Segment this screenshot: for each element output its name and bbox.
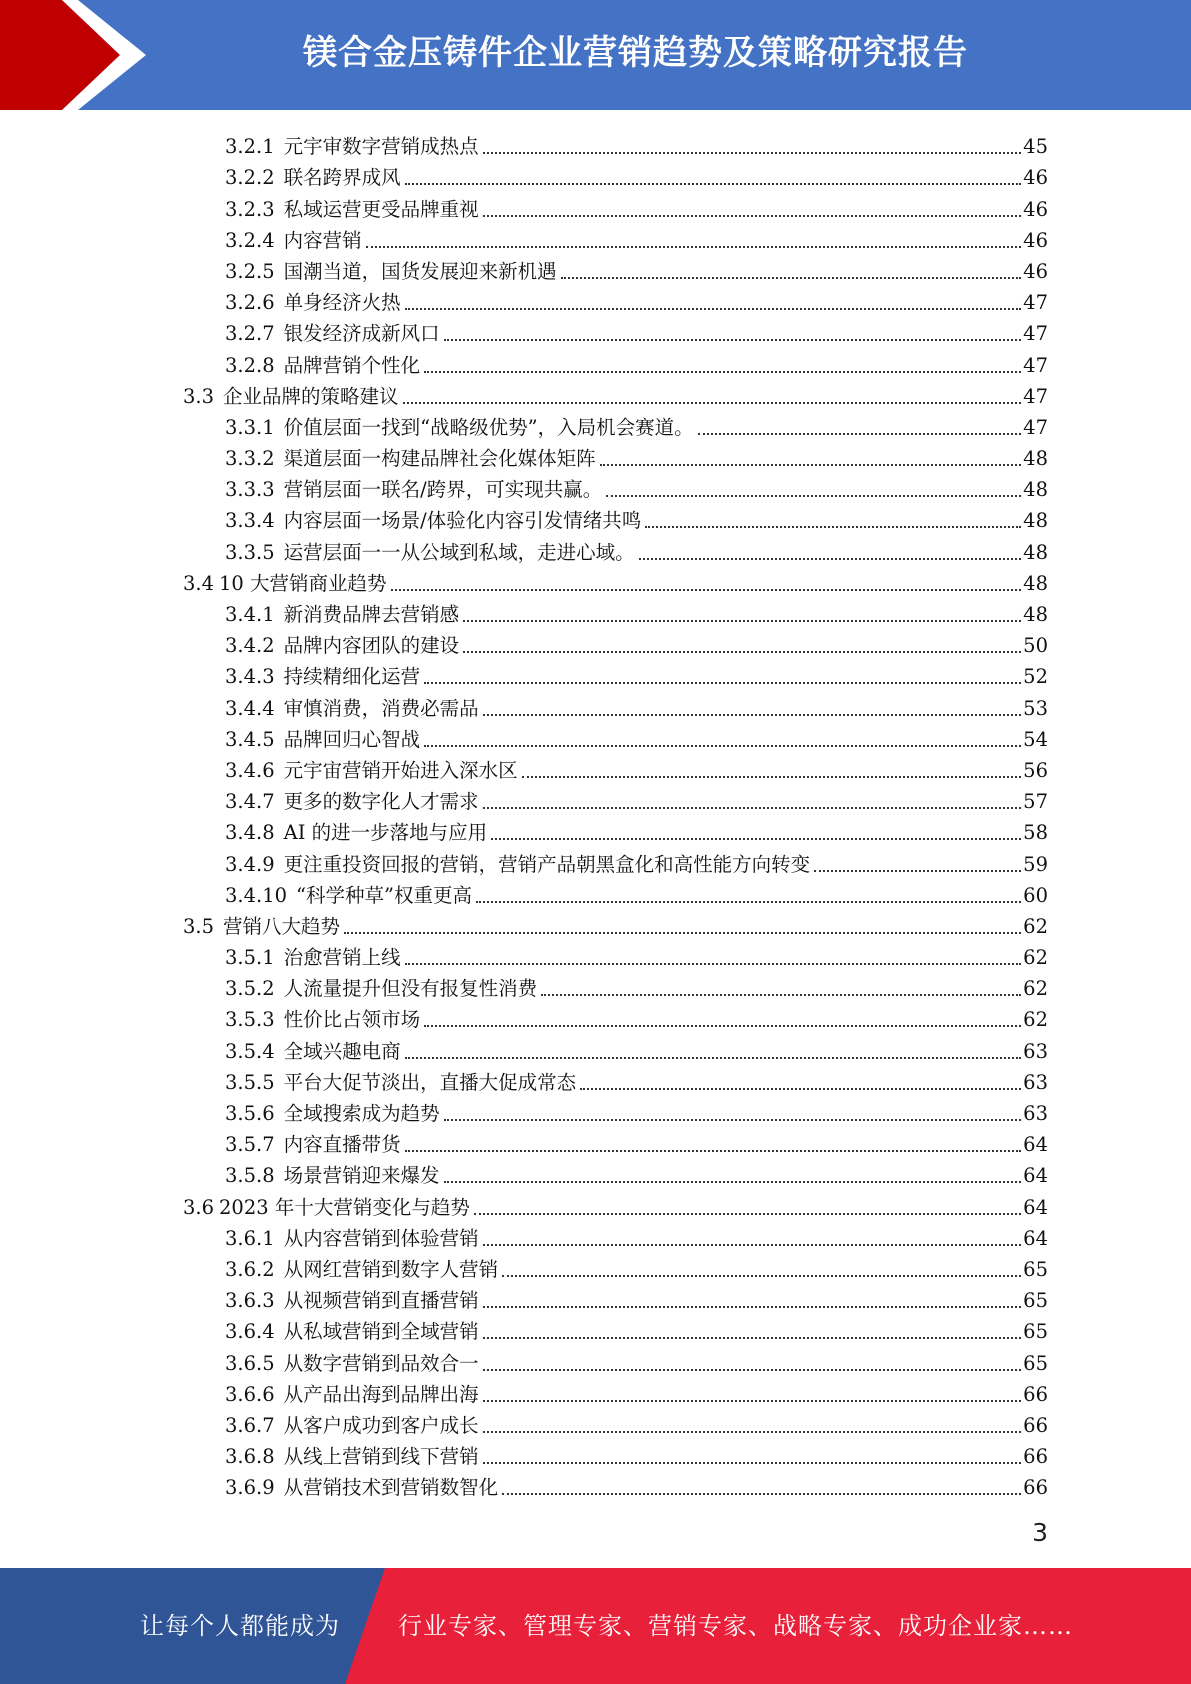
toc-entry-number: 3.6.7	[225, 1413, 275, 1437]
toc-entry-title: 更多的数字化人才需求	[283, 790, 479, 814]
toc-entry-number: 3.2.1	[225, 135, 275, 159]
toc-dot-leader	[444, 1180, 1022, 1183]
toc-subsection-entry[interactable]	[183, 1282, 1048, 1313]
toc-entry-number: 3.6.3	[225, 1289, 275, 1313]
toc-dot-leader	[483, 1243, 1022, 1246]
toc-entry-title: 内容层面一场景/体验化内容引发情绪共鸣	[283, 509, 642, 533]
toc-entry-title: 企业品牌的策略建议	[223, 384, 399, 408]
toc-subsection-entry[interactable]	[183, 440, 1048, 471]
toc-subsection-entry[interactable]	[183, 1001, 1048, 1032]
toc-dot-leader	[483, 1336, 1022, 1339]
toc-dot-leader	[483, 1430, 1022, 1433]
toc-entry-number: 3.4.3	[225, 665, 275, 689]
toc-entry-number: 3.4.10	[225, 883, 288, 907]
toc-entry-title: 单身经济火热	[283, 291, 401, 315]
toc-subsection-entry[interactable]	[183, 222, 1048, 253]
toc-entry-title: 品牌内容团队的建设	[283, 634, 460, 658]
toc-subsection-entry[interactable]	[183, 970, 1048, 1001]
toc-subsection-entry[interactable]	[183, 253, 1048, 284]
toc-entry-number: 3.5.4	[225, 1039, 275, 1063]
toc-entry-title: 营销层面一联名/跨界，可实现共赢。	[283, 478, 603, 502]
toc-subsection-entry[interactable]	[183, 346, 1048, 377]
toc-entry-title: 品牌回归心智战	[283, 727, 421, 751]
toc-entry-page: 64	[1023, 1133, 1048, 1157]
toc-entry-page: 66	[1023, 1476, 1048, 1500]
toc-entry-page: 57	[1023, 790, 1048, 814]
toc-entry-page: 48	[1023, 478, 1048, 502]
toc-dot-leader	[424, 1024, 1021, 1027]
toc-subsection-entry[interactable]	[183, 1469, 1048, 1500]
toc-dot-leader	[405, 1149, 1022, 1152]
toc-entry-number: 3.3.2	[225, 447, 275, 471]
toc-dot-leader	[424, 744, 1021, 747]
toc-subsection-entry[interactable]	[183, 502, 1048, 533]
toc-entry-page: 59	[1023, 852, 1048, 876]
toc-dot-leader	[483, 806, 1022, 809]
toc-entry-page: 46	[1023, 197, 1048, 221]
toc-entry-page: 46	[1023, 259, 1048, 283]
toc-entry-number: 3.5.8	[225, 1164, 275, 1188]
toc-entry-page: 65	[1023, 1257, 1048, 1281]
toc-entry-page: 52	[1023, 665, 1048, 689]
toc-entry-number: 3.3.5	[225, 540, 275, 564]
toc-entry-page: 64	[1023, 1226, 1048, 1250]
toc-entry-title: 全域搜索成为趋势	[283, 1102, 440, 1125]
toc-entry-number: 3.6.2	[225, 1257, 275, 1281]
toc-entry-number: 3.4.1	[225, 603, 275, 626]
toc-entry-page: 48	[1023, 447, 1048, 471]
toc-entry-number: 3.5.2	[225, 977, 275, 1001]
toc-entry-number: 3.5.7	[225, 1133, 275, 1157]
toc-dot-leader	[491, 837, 1021, 840]
toc-dot-leader	[483, 713, 1022, 716]
toc-entry-number: 3.6	[183, 1195, 215, 1219]
toc-entry-number: 3.6.4	[225, 1320, 275, 1344]
toc-entry-title: AI 的进一步落地与应用	[283, 821, 488, 845]
toc-dot-leader	[463, 650, 1021, 653]
toc-dot-leader	[483, 1461, 1022, 1464]
toc-dot-leader	[405, 182, 1022, 185]
toc-dot-leader	[580, 1087, 1021, 1090]
toc-subsection-entry[interactable]	[183, 752, 1048, 783]
toc-entry-number: 3.2.6	[225, 291, 275, 315]
toc-entry-title: 内容营销	[283, 228, 362, 252]
toc-subsection-entry[interactable]	[183, 658, 1048, 689]
toc-entry-title: 银发经济成新风口	[283, 322, 440, 346]
toc-subsection-entry[interactable]	[183, 533, 1048, 564]
toc-entry-number: 3.5.1	[225, 946, 275, 970]
toc-dot-leader	[424, 370, 1021, 373]
toc-entry-title: 渠道层面一构建品牌社会化媒体矩阵	[283, 447, 596, 471]
toc-entry-title: 品牌营销个性化	[283, 353, 421, 377]
toc-dot-leader	[541, 993, 1021, 996]
toc-dot-leader	[366, 245, 1022, 248]
toc-entry-page: 47	[1023, 384, 1048, 408]
toc-dot-leader	[463, 619, 1021, 622]
toc-section-entry[interactable]	[183, 908, 1048, 939]
toc-subsection-entry[interactable]	[183, 284, 1048, 315]
toc-subsection-entry[interactable]	[183, 471, 1048, 502]
toc-entry-title: 治愈营销上线	[283, 946, 401, 970]
toc-subsection-entry[interactable]	[183, 409, 1048, 440]
toc-entry-number: 3.4.4	[225, 696, 275, 720]
footer-slogan-left: 让每个人都能成为	[140, 1612, 340, 1640]
toc-entry-page: 65	[1023, 1351, 1048, 1375]
toc-entry-page: 53	[1023, 696, 1048, 720]
toc-entry-title: 从数字营销到品效合一	[283, 1351, 479, 1375]
table-of-contents	[183, 128, 1048, 1500]
toc-entry-page: 47	[1023, 353, 1048, 377]
toc-entry-page: 64	[1023, 1195, 1048, 1219]
toc-subsection-entry[interactable]	[183, 1064, 1048, 1095]
toc-dot-leader	[483, 1305, 1022, 1308]
toc-entry-number: 3.2.4	[225, 228, 275, 252]
toc-subsection-entry[interactable]	[183, 1407, 1048, 1438]
toc-section-entry[interactable]	[183, 565, 1048, 596]
toc-entry-number: 3.4.2	[225, 634, 275, 658]
toc-entry-title: 2023 年十大营销变化与趋势	[219, 1195, 470, 1219]
toc-entry-page: 46	[1023, 166, 1048, 190]
toc-section-entry[interactable]	[183, 378, 1048, 409]
toc-entry-page: 62	[1023, 946, 1048, 970]
toc-entry-title: 从视频营销到直播营销	[283, 1289, 479, 1313]
toc-entry-title: 新消费品牌去营销感	[283, 603, 460, 626]
toc-entry-page: 47	[1023, 291, 1048, 315]
toc-entry-title: 运营层面一一从公域到私域，走进心域。	[283, 540, 635, 564]
toc-dot-leader	[483, 1368, 1022, 1371]
toc-subsection-entry[interactable]	[183, 627, 1048, 658]
toc-entry-page: 47	[1023, 415, 1048, 439]
toc-subsection-entry[interactable]	[183, 689, 1048, 720]
toc-entry-page: 48	[1023, 571, 1048, 595]
toc-entry-page: 58	[1023, 821, 1048, 845]
toc-dot-leader	[698, 432, 1022, 435]
toc-entry-number: 3.6.1	[225, 1226, 275, 1250]
page-header	[0, 0, 1191, 110]
toc-entry-title: 审慎消费，消费必需品	[283, 696, 479, 720]
toc-dot-leader	[483, 1399, 1022, 1402]
toc-entry-page: 48	[1023, 509, 1048, 533]
toc-entry-title: 场景营销迎来爆发	[283, 1164, 440, 1188]
toc-subsection-entry[interactable]	[183, 1313, 1048, 1344]
toc-dot-leader	[600, 463, 1022, 466]
toc-subsection-entry[interactable]	[183, 1095, 1048, 1126]
toc-subsection-entry[interactable]	[183, 814, 1048, 845]
toc-entry-title: 联名跨界成风	[283, 166, 401, 190]
toc-dot-leader	[391, 588, 1022, 591]
toc-entry-number: 3.2.7	[225, 322, 275, 346]
toc-entry-page: 65	[1023, 1320, 1048, 1344]
toc-entry-title: 持续精细化运营	[283, 665, 421, 689]
toc-dot-leader	[483, 151, 1022, 154]
toc-entry-number: 3.3.4	[225, 509, 275, 533]
toc-subsection-entry[interactable]	[183, 315, 1048, 346]
toc-entry-number: 3.5.6	[225, 1102, 275, 1125]
toc-dot-leader	[561, 276, 1022, 279]
toc-subsection-entry[interactable]	[183, 939, 1048, 970]
toc-entry-title: 从内容营销到体验营销	[283, 1226, 479, 1250]
toc-dot-leader	[645, 525, 1021, 528]
toc-entry-number: 3.4.6	[225, 758, 275, 782]
toc-entry-title: 从线上营销到线下营销	[283, 1445, 479, 1469]
toc-entry-page: 62	[1023, 1008, 1048, 1032]
toc-entry-number: 3.2.8	[225, 353, 275, 377]
toc-dot-leader	[476, 900, 1021, 903]
toc-dot-leader	[522, 775, 1022, 778]
toc-entry-number: 3.6.5	[225, 1351, 275, 1375]
toc-dot-leader	[424, 681, 1021, 684]
toc-entry-title: 性价比占领市场	[283, 1008, 421, 1032]
toc-entry-page: 62	[1023, 914, 1048, 938]
toc-subsection-entry[interactable]	[183, 1344, 1048, 1375]
toc-entry-title: 人流量提升但没有报复性消费	[283, 977, 538, 1001]
page-footer	[0, 1568, 1191, 1684]
toc-subsection-entry[interactable]	[183, 877, 1048, 908]
toc-subsection-entry[interactable]	[183, 1376, 1048, 1407]
toc-entry-number: 3.3.3	[225, 478, 275, 502]
toc-entry-title: 元宇审数字营销成热点	[283, 135, 479, 159]
toc-entry-page: 48	[1023, 603, 1048, 626]
toc-dot-leader	[405, 962, 1022, 965]
toc-dot-leader	[444, 1118, 1022, 1121]
toc-entry-number: 3.5	[183, 914, 215, 938]
toc-dot-leader	[405, 307, 1022, 310]
toc-section-entry[interactable]	[183, 1188, 1048, 1219]
toc-entry-number: 3.4.9	[225, 852, 275, 876]
toc-entry-number: 3.6.6	[225, 1382, 275, 1406]
toc-entry-title: 元宇宙营销开始进入深水区	[283, 758, 518, 782]
toc-subsection-entry[interactable]	[183, 1438, 1048, 1469]
toc-entry-title: 营销八大趋势	[223, 914, 341, 938]
toc-subsection-entry[interactable]	[183, 128, 1048, 159]
toc-entry-page: 65	[1023, 1289, 1048, 1313]
footer-slogan-right: 行业专家、管理专家、营销专家、战略专家、成功企业家……	[398, 1612, 1073, 1640]
toc-dot-leader	[814, 869, 1021, 872]
toc-entry-page: 62	[1023, 977, 1048, 1001]
toc-entry-number: 3.4.8	[225, 821, 275, 845]
toc-entry-title: 私域运营更受品牌重视	[283, 197, 479, 221]
toc-subsection-entry[interactable]	[183, 190, 1048, 221]
toc-entry-number: 3.6.8	[225, 1445, 275, 1469]
toc-entry-number: 3.4	[183, 571, 215, 595]
toc-dot-leader	[403, 401, 1022, 404]
toc-subsection-entry[interactable]	[183, 1126, 1048, 1157]
toc-subsection-entry[interactable]	[183, 783, 1048, 814]
toc-entry-page: 63	[1023, 1039, 1048, 1063]
toc-entry-title: 更注重投资回报的营销，营销产品朝黑盒化和高性能方向转变	[283, 852, 811, 876]
toc-entry-title: 平台大促节淡出，直播大促成常态	[283, 1070, 577, 1094]
toc-entry-number: 3.4.7	[225, 790, 275, 814]
toc-entry-page: 63	[1023, 1070, 1048, 1094]
toc-dot-leader	[344, 931, 1021, 934]
toc-entry-page: 48	[1023, 540, 1048, 564]
toc-entry-title: “科学种草”权重更高	[296, 883, 472, 907]
toc-entry-title: 10 大营销商业趋势	[219, 571, 387, 595]
toc-entry-title: 从网红营销到数字人营销	[283, 1257, 499, 1281]
toc-dot-leader	[405, 1056, 1022, 1059]
toc-dot-leader	[606, 494, 1021, 497]
toc-entry-title: 从产品出海到品牌出海	[283, 1382, 479, 1406]
toc-entry-title: 内容直播带货	[283, 1133, 401, 1157]
toc-subsection-entry[interactable]	[183, 596, 1048, 627]
toc-dot-leader	[474, 1212, 1021, 1215]
toc-entry-title: 全域兴趣电商	[283, 1039, 401, 1063]
toc-entry-number: 3.5.5	[225, 1070, 275, 1094]
toc-subsection-entry[interactable]	[183, 1220, 1048, 1251]
toc-subsection-entry[interactable]	[183, 1157, 1048, 1188]
toc-entry-page: 56	[1023, 758, 1048, 782]
toc-entry-page: 50	[1023, 634, 1048, 658]
toc-entry-number: 3.2.5	[225, 259, 275, 283]
toc-dot-leader	[444, 338, 1022, 341]
toc-subsection-entry[interactable]	[183, 721, 1048, 752]
toc-entry-number: 3.3	[183, 384, 215, 408]
toc-entry-page: 66	[1023, 1445, 1048, 1469]
toc-entry-page: 46	[1023, 228, 1048, 252]
toc-entry-number: 3.4.5	[225, 727, 275, 751]
toc-dot-leader	[502, 1492, 1021, 1495]
toc-entry-title: 价值层面一找到“战略级优势”，入局机会赛道。	[283, 415, 694, 439]
toc-entry-page: 66	[1023, 1413, 1048, 1437]
toc-subsection-entry[interactable]	[183, 159, 1048, 190]
toc-entry-title: 从私域营销到全域营销	[283, 1320, 479, 1344]
toc-entry-page: 47	[1023, 322, 1048, 346]
toc-subsection-entry[interactable]	[183, 845, 1048, 876]
toc-subsection-entry[interactable]	[183, 1032, 1048, 1063]
toc-entry-title: 从营销技术到营销数智化	[283, 1476, 499, 1500]
toc-subsection-entry[interactable]	[183, 1251, 1048, 1282]
toc-entry-page: 66	[1023, 1382, 1048, 1406]
toc-entry-number: 3.2.2	[225, 166, 275, 190]
toc-entry-number: 3.3.1	[225, 415, 275, 439]
toc-dot-leader	[639, 557, 1022, 560]
toc-entry-page: 60	[1023, 883, 1048, 907]
toc-entry-number: 3.2.3	[225, 197, 275, 221]
toc-dot-leader	[502, 1274, 1021, 1277]
toc-entry-number: 3.5.3	[225, 1008, 275, 1032]
toc-entry-page: 54	[1023, 727, 1048, 751]
toc-entry-title: 从客户成功到客户成长	[283, 1413, 479, 1437]
toc-dot-leader	[483, 214, 1022, 217]
report-title: 镁合金压铸件企业营销趋势及策略研究报告	[303, 33, 968, 73]
toc-entry-page: 63	[1023, 1102, 1048, 1125]
page-number: 3	[1032, 1518, 1048, 1547]
toc-entry-page: 64	[1023, 1164, 1048, 1188]
toc-entry-page: 45	[1023, 135, 1048, 159]
toc-entry-title: 国潮当道，国货发展迎来新机遇	[283, 259, 557, 283]
toc-entry-number: 3.6.9	[225, 1476, 275, 1500]
